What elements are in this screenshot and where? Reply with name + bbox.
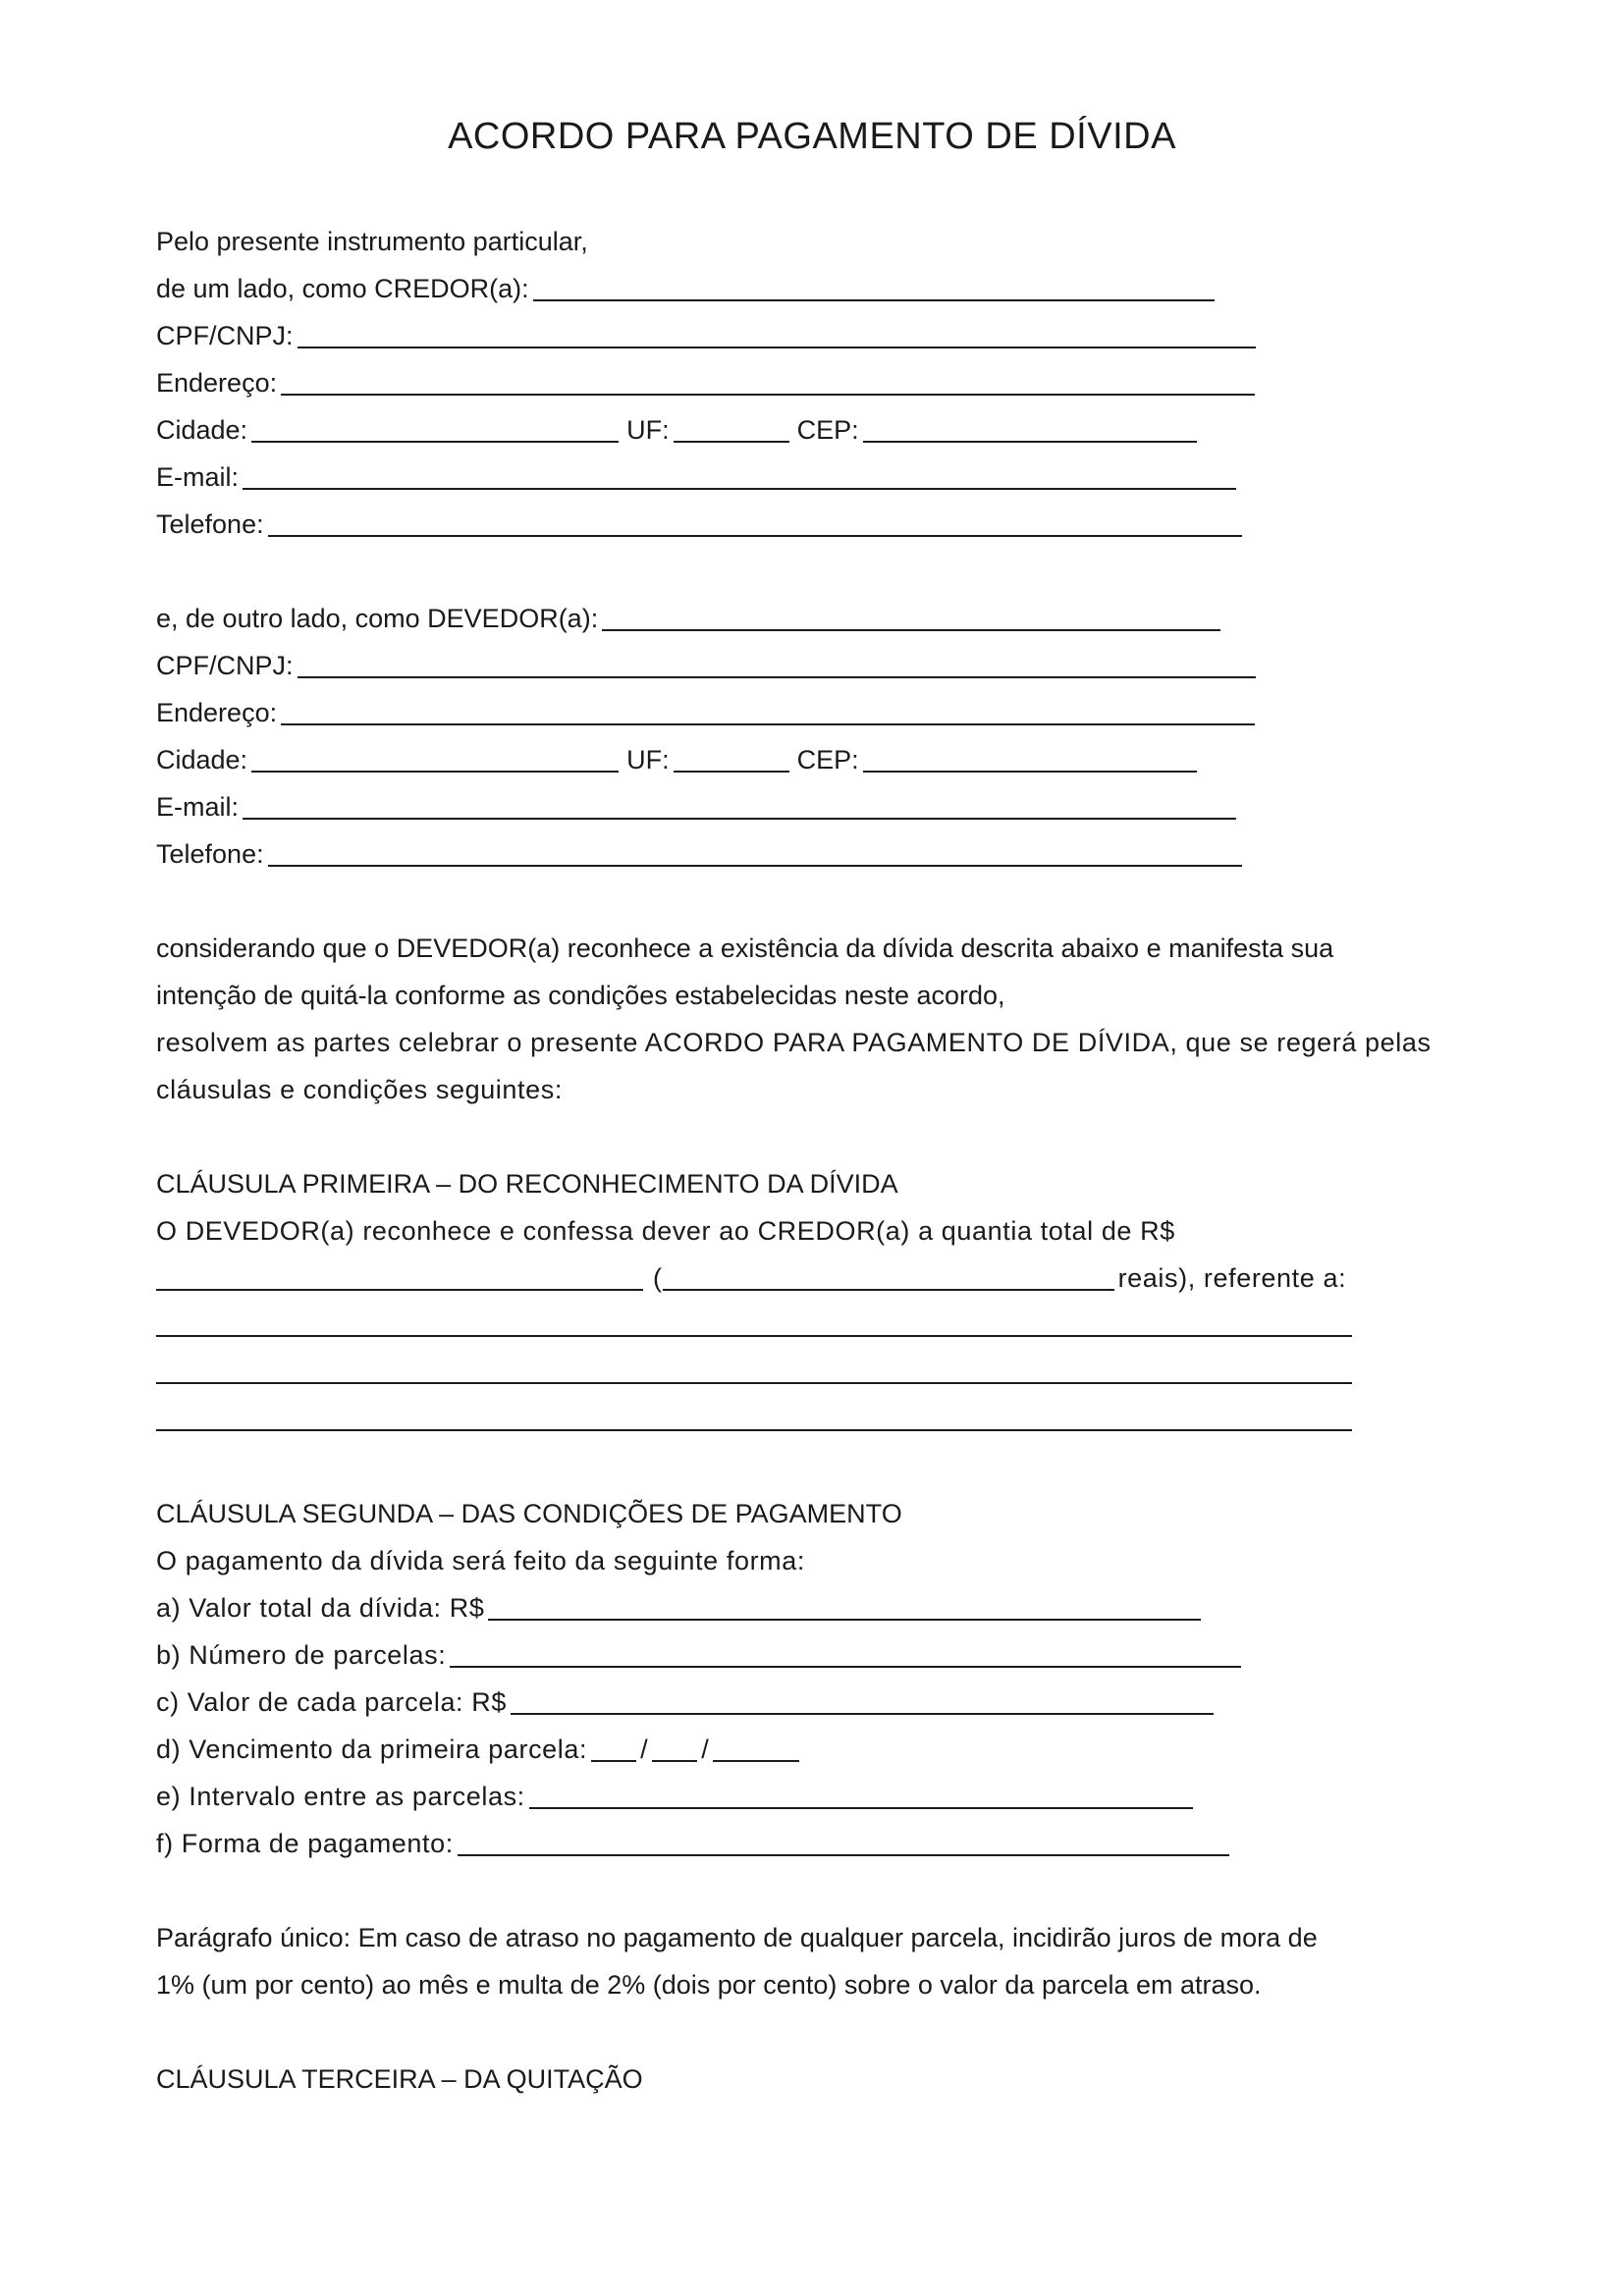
clause2-item-d-label: d) Vencimento da primeira parcela: xyxy=(156,1735,588,1764)
intro-line xyxy=(156,218,1511,265)
considerations-text-3: resolvem as partes celebrar o presente ACORDO PARA PAGAMENTO DE DÍVIDA, que se regerá pelas xyxy=(156,1028,1432,1057)
due-day-field[interactable] xyxy=(591,1731,636,1762)
paragraph-line-1 xyxy=(156,1914,1511,1961)
creditor-cep-label: CEP: xyxy=(796,415,859,445)
creditor-email-row xyxy=(156,454,1511,501)
clause1-description-line-3 xyxy=(156,1396,1511,1443)
date-separator: / xyxy=(640,1735,649,1764)
considerations-line-4 xyxy=(156,1066,1511,1113)
considerations-text-2: intenção de quitá-la conforme as condições estabelecidas neste acordo, xyxy=(156,981,1005,1010)
creditor-phone-field[interactable] xyxy=(268,506,1242,537)
clause2-intro-row xyxy=(156,1537,1511,1584)
debtor-cpf-label: CPF/CNPJ: xyxy=(156,651,294,680)
debtor-cep-field[interactable] xyxy=(863,741,1197,773)
installments-count-field[interactable] xyxy=(450,1636,1241,1668)
clause1-heading-row xyxy=(156,1160,1511,1207)
document-title: ACORDO PARA PAGAMENTO DE DÍVIDA xyxy=(448,116,1176,157)
clause1-description-field-3[interactable] xyxy=(156,1400,1352,1431)
clause1-open-paren: ( xyxy=(653,1263,663,1293)
creditor-city-row xyxy=(156,406,1511,454)
debtor-uf-field[interactable] xyxy=(674,741,789,773)
debtor-email-row xyxy=(156,783,1511,830)
creditor-address-label: Endereço: xyxy=(156,368,278,398)
paragraph-line-2 xyxy=(156,1961,1511,2008)
considerations-line-2 xyxy=(156,972,1511,1019)
spacer xyxy=(156,1867,1511,1914)
clause1-description-line-1 xyxy=(156,1302,1511,1349)
clause1-text: O DEVEDOR(a) reconhece e confessa dever ao CREDOR(a) a quantia total de R$ xyxy=(156,1216,1175,1246)
clause3-heading-row xyxy=(156,2056,1511,2103)
clause2-heading: CLÁUSULA SEGUNDA – DAS CONDIÇÕES DE PAGAMENTO xyxy=(156,1499,902,1528)
creditor-city-field[interactable] xyxy=(251,411,619,443)
creditor-phone-label: Telefone: xyxy=(156,509,264,539)
document-body xyxy=(156,218,1511,2103)
debtor-cpf-row xyxy=(156,642,1511,689)
paragraph-text-1: Parágrafo único: Em caso de atraso no pagamento de qualquer parcela, incidirão juros de mora de xyxy=(156,1923,1318,1952)
debtor-address-label: Endereço: xyxy=(156,698,278,727)
clause2-item-a-row xyxy=(156,1584,1511,1631)
clause2-item-e-label: e) Intervalo entre as parcelas: xyxy=(156,1782,525,1811)
debtor-phone-label: Telefone: xyxy=(156,839,264,869)
creditor-cpf-label: CPF/CNPJ: xyxy=(156,321,294,350)
clause1-description-field-1[interactable] xyxy=(156,1306,1352,1337)
creditor-cpf-field[interactable] xyxy=(298,317,1256,348)
clause1-description-line-2 xyxy=(156,1349,1511,1396)
clause2-item-d-row xyxy=(156,1726,1511,1773)
spacer xyxy=(156,1113,1511,1160)
creditor-cep-field[interactable] xyxy=(863,411,1197,443)
considerations-line-1 xyxy=(156,925,1511,972)
clause2-item-c-row xyxy=(156,1679,1511,1726)
clause2-item-c-label: c) Valor de cada parcela: R$ xyxy=(156,1687,507,1717)
clause1-amount-row xyxy=(156,1255,1511,1302)
clause2-item-b-label: b) Número de parcelas: xyxy=(156,1640,447,1670)
installment-interval-field[interactable] xyxy=(529,1778,1193,1809)
debtor-phone-field[interactable] xyxy=(268,835,1242,867)
creditor-email-field[interactable] xyxy=(243,458,1236,490)
clause2-item-e-row xyxy=(156,1773,1511,1820)
debtor-city-field[interactable] xyxy=(251,741,619,773)
spacer xyxy=(156,2008,1511,2056)
clause2-item-b-row xyxy=(156,1631,1511,1679)
debtor-name-row xyxy=(156,595,1511,642)
spacer xyxy=(156,878,1511,925)
creditor-city-label: Cidade: xyxy=(156,415,248,445)
total-debt-field[interactable] xyxy=(488,1589,1201,1621)
payment-method-field[interactable] xyxy=(458,1825,1229,1856)
debtor-city-label: Cidade: xyxy=(156,745,248,774)
debtor-email-label: E-mail: xyxy=(156,792,240,822)
date-separator: / xyxy=(701,1735,710,1764)
debtor-uf-label: UF: xyxy=(626,745,670,774)
clause2-item-f-label: f) Forma de pagamento: xyxy=(156,1829,454,1858)
due-year-field[interactable] xyxy=(713,1731,799,1762)
debtor-cpf-field[interactable] xyxy=(298,647,1256,678)
debtor-heading: e, de outro lado, como DEVEDOR(a): xyxy=(156,604,599,633)
creditor-address-row xyxy=(156,359,1511,406)
creditor-address-field[interactable] xyxy=(281,364,1255,396)
considerations-line-3 xyxy=(156,1019,1511,1066)
debtor-city-row xyxy=(156,736,1511,783)
clause1-description-field-2[interactable] xyxy=(156,1353,1352,1384)
paragraph-text-2: 1% (um por cento) ao mês e multa de 2% (dois por cento) sobre o valor da parcela em atraso. xyxy=(156,1970,1262,2000)
clause2-item-f-row xyxy=(156,1820,1511,1867)
clause3-heading: CLÁUSULA TERCEIRA – DA QUITAÇÃO xyxy=(156,2064,643,2094)
debtor-address-row xyxy=(156,689,1511,736)
debtor-address-field[interactable] xyxy=(281,694,1255,725)
creditor-uf-field[interactable] xyxy=(674,411,789,443)
clause1-text-row xyxy=(156,1207,1511,1255)
clause1-amount-words-field[interactable] xyxy=(663,1259,1114,1291)
spacer xyxy=(156,548,1511,595)
clause1-heading: CLÁUSULA PRIMEIRA – DO RECONHECIMENTO DA DÍVIDA xyxy=(156,1169,898,1199)
clause2-intro: O pagamento da dívida será feito da seguinte forma: xyxy=(156,1546,805,1575)
clause2-heading-row xyxy=(156,1490,1511,1537)
creditor-cpf-row xyxy=(156,312,1511,359)
creditor-heading: de um lado, como CREDOR(a): xyxy=(156,274,529,303)
debtor-email-field[interactable] xyxy=(243,788,1236,820)
clause1-text-reais: reais), referente a: xyxy=(1117,1263,1347,1293)
clause1-amount-field[interactable] xyxy=(156,1259,643,1291)
creditor-name-row xyxy=(156,265,1511,312)
due-month-field[interactable] xyxy=(652,1731,697,1762)
creditor-uf-label: UF: xyxy=(626,415,670,445)
spacer xyxy=(156,1443,1511,1490)
considerations-text-4: cláusulas e condições seguintes: xyxy=(156,1075,563,1104)
debtor-cep-label: CEP: xyxy=(796,745,859,774)
installment-value-field[interactable] xyxy=(511,1683,1214,1715)
debtor-name-field[interactable] xyxy=(602,600,1220,631)
considerations-text-1: considerando que o DEVEDOR(a) reconhece a existência da dívida descrita abaixo e manifesta sua xyxy=(156,934,1334,963)
intro-text: Pelo presente instrumento particular, xyxy=(156,227,588,256)
creditor-email-label: E-mail: xyxy=(156,462,240,492)
creditor-phone-row xyxy=(156,501,1511,548)
debtor-phone-row xyxy=(156,830,1511,878)
creditor-name-field[interactable] xyxy=(533,270,1215,301)
clause2-item-a-label: a) Valor total da dívida: R$ xyxy=(156,1593,485,1623)
